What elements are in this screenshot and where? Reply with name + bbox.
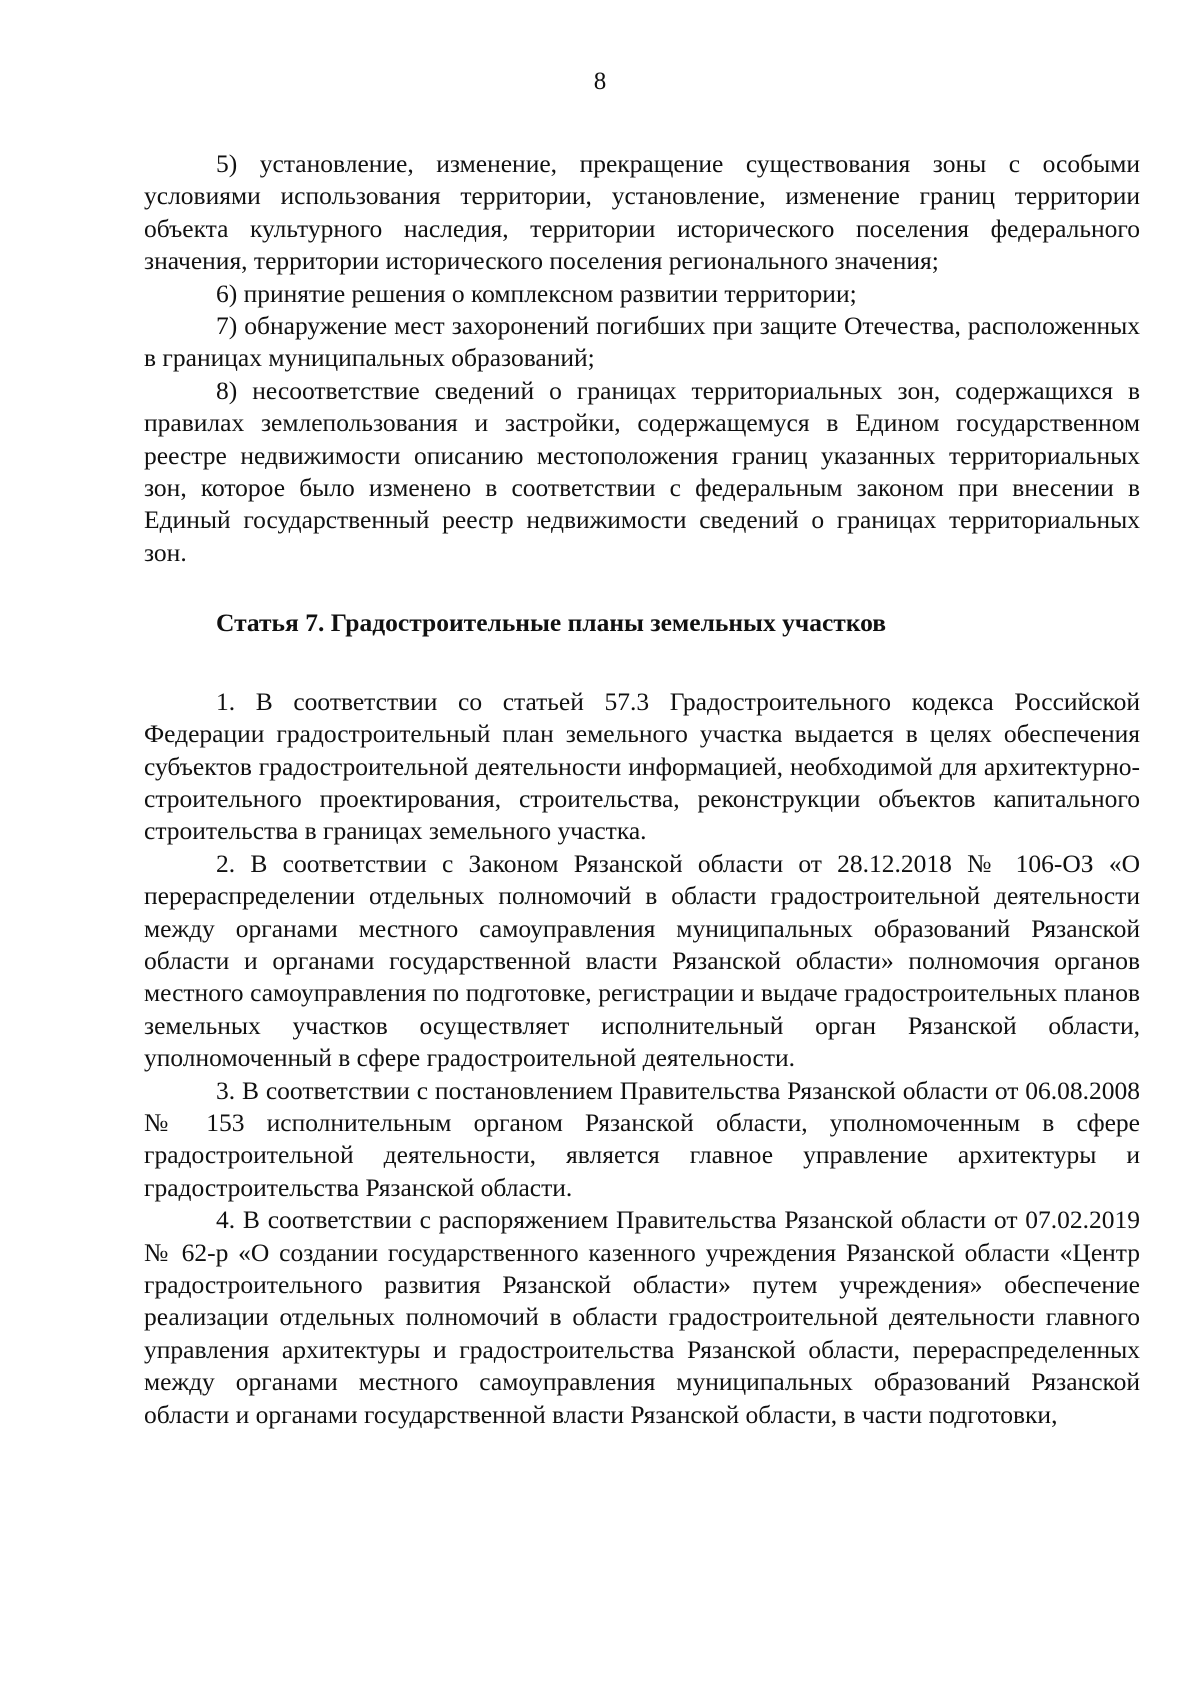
article-paragraph-4: 4. В соответствии с распоряжением Правительства Рязанской области от 07.02.2019 № 62-р «О создании государственного казенного учреждения Рязанской области «Центр градостроительного развития Рязанской области» путем учреждения» обеспечение реализации отдельных полномочий в области градостроительной деятельности главного управления архитектуры и градостроительства Рязанской области, перераспределенных между органами местного самоуправления муниципальных образований Рязанской области и органами государственной власти Рязанской области, в части подготовки,: [144, 1205, 1140, 1429]
article-paragraph-1: 1. В соответствии со статьей 57.3 Градостроительного кодекса Российской Федерации градостроительный план земельного участка выдается в целях обеспечения субъектов градостроительной деятельности информацией, необходимой для архитектурно-строительного проектирования, строительства, реконструкции объектов капитального строительства в границах земельного участка.: [144, 686, 1140, 846]
list-item-8: 8) несоответствие сведений о границах территориальных зон, содержащихся в правилах землепользования и застройки, содержащемуся в Едином государственном реестре недвижимости описанию местоположения границ указанных территориальных зон, которое было изменено в соответствии с федеральным законом при внесении в Единый государственный реестр недвижимости сведений о границах территориальных зон.: [144, 375, 1140, 567]
document-body: [144, 148, 1140, 1431]
list-item-7: 7) обнаружение мест захоронений погибших при защите Отечества, расположенных в границах муниципальных образований;: [144, 311, 1140, 373]
article-title: Статья 7. Градостроительные планы земельных участков: [216, 608, 887, 638]
article-paragraph-3: 3. В соответствии с постановлением Правительства Рязанской области от 06.08.2008 № 153 исполнительным органом Рязанской области, уполномоченным в сфере градостроительной деятельности, является главное управление архитектуры и градостроительства Рязанской области.: [144, 1075, 1140, 1202]
list-item-6: 6) принятие решения о комплексном развитии территории;: [216, 278, 857, 308]
article-paragraph-2: 2. В соответствии с Законом Рязанской области от 28.12.2018 № 106-ОЗ «О перераспределении отдельных полномочий в области градостроительной деятельности между органами местного самоуправления муниципальных образований Рязанской области и органами государственной власти Рязанской области» полномочия органов местного самоуправления по подготовке, регистрации и выдаче градостроительных планов земельных участков осуществляет исполнительный орган Рязанской области, уполномоченный в сфере градостроительной деятельности.: [144, 848, 1140, 1073]
list-item-5: 5) установление, изменение, прекращение существования зоны с особыми условиями использования территории, установление, изменение границ территории объекта культурного наследия, территории исторического поселения федерального значения, территории исторического поселения регионального значения;: [144, 149, 1140, 276]
page-number: 8: [593, 68, 607, 95]
